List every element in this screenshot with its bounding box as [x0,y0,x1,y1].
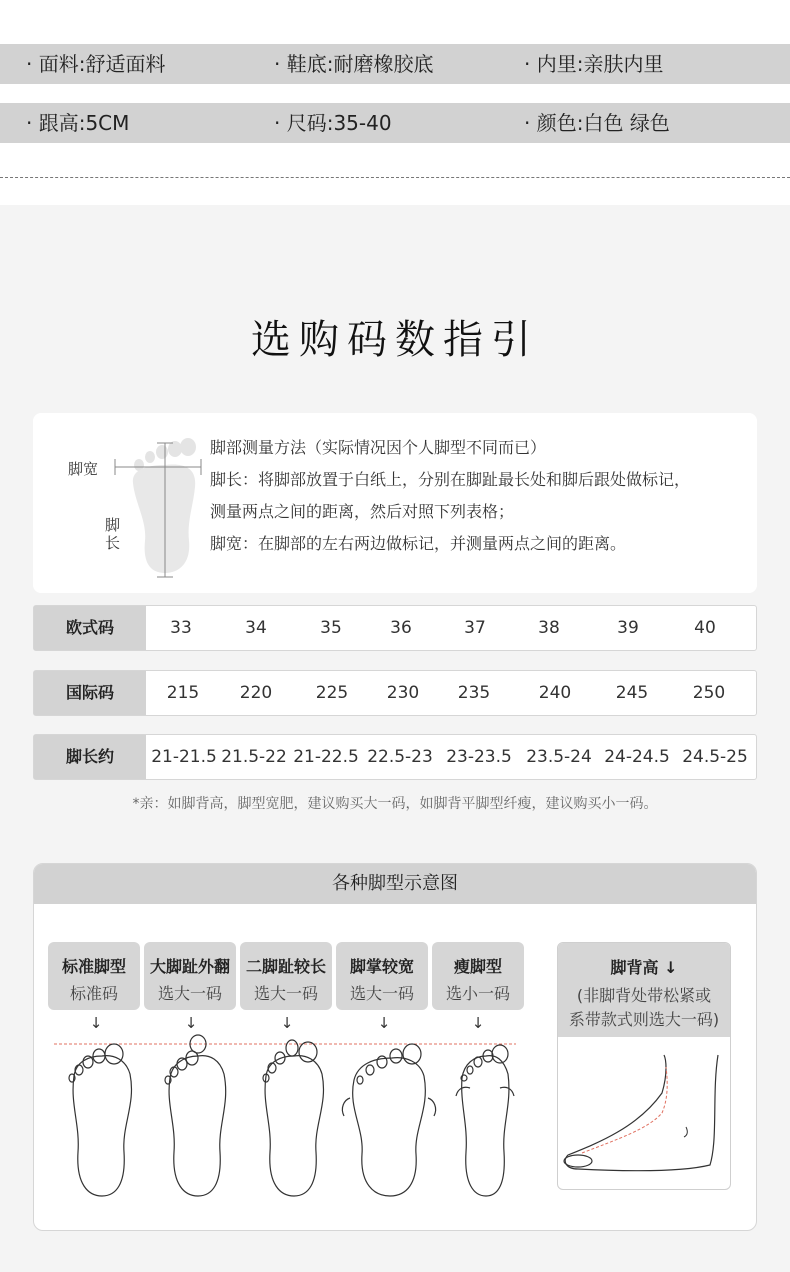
spec-size-range: · 尺码:35-40 [274,111,392,135]
foot-type-advice: 标准码 [69,984,118,1003]
down-arrow-icon: ↓ [184,1014,198,1032]
foot-length-label-bottom: 长 [105,534,121,552]
measure-method-heading: 脚部测量方法（实际情况因个人脚型不同而已） [210,438,547,457]
size-cell: 23.5-24 [526,747,592,767]
foot-type-advice: 选大一码 [157,984,222,1003]
size-cell: 220 [239,683,273,703]
row-header-eu: 欧式码 [34,606,146,650]
high-instep-header [558,943,730,1037]
size-cell: 235 [457,683,491,703]
spec-fabric: · 面料:舒适面料 [26,52,166,76]
measure-length-text-cont: 测量两点之间的距离，然后对照下列表格； [210,502,515,521]
spec-heel-height: · 跟高:5CM [26,111,130,135]
side-foot-icon [558,1043,730,1183]
size-row-eu [33,605,757,651]
size-cell: 22.5-23 [367,747,433,767]
spec-bar-row-1 [0,44,790,84]
foot-type-name: 大脚趾外翻 [149,957,230,976]
row-header-intl: 国际码 [34,671,146,715]
foot-type-standard [48,942,140,1010]
size-cell: 240 [538,683,572,703]
size-cell: 24.5-25 [682,747,748,767]
size-cell: 38 [538,618,560,638]
size-cell: 23-23.5 [446,747,512,767]
spec-lining: · 内里:亲肤内里 [524,52,664,76]
size-row-foot-length [33,734,757,780]
spec-colors: · 颜色:白色 绿色 [524,111,670,135]
measure-width-text: 脚宽：在脚部的左右两边做标记，并测量两点之间的距离。 [210,534,627,553]
row-header-foot-length: 脚长约 [34,735,146,779]
size-cell: 21.5-22 [221,747,287,767]
measure-length-text: 脚长：将脚部放置于白纸上，分别在脚趾最长处和脚后跟处做标记， [210,470,691,489]
size-cell: 215 [166,683,200,703]
spec-sole: · 鞋底:耐磨橡胶底 [274,52,434,76]
foot-type-advice: 选小一码 [445,984,510,1003]
foot-length-label-top: 脚 [105,516,121,534]
size-cell: 39 [617,618,639,638]
long-second-toe-foot-outline [263,1040,324,1196]
size-cell: 225 [315,683,349,703]
size-guide-title: 选购码数指引 [251,317,539,363]
size-cell: 21-21.5 [151,747,217,767]
foot-types-card [33,863,757,1231]
foot-type-name: 脚掌较宽 [349,957,414,976]
bunion-foot-outline [165,1035,226,1196]
slim-foot-outline [456,1045,514,1196]
size-cell: 24-24.5 [604,747,670,767]
foot-type-advice: 选大一码 [253,984,318,1003]
foot-type-bunion [144,942,236,1010]
size-cell: 245 [615,683,649,703]
product-spec-section [0,0,790,205]
size-cell: 250 [692,683,726,703]
foot-type-advice: 选大一码 [349,984,414,1003]
foot-type-long-second-toe [240,942,332,1010]
size-cell: 40 [694,618,716,638]
foot-shapes-illustration [44,1024,544,1204]
size-cell: 34 [245,618,267,638]
size-cell: 35 [320,618,342,638]
size-advice-note: *亲：如脚背高，脚型宽肥，建议购买大一码，如脚背平脚型纤瘦，建议购买小一码。 [132,796,658,812]
measurement-card [33,413,757,593]
foot-type-name: 瘦脚型 [453,957,502,976]
down-arrow-icon: ↓ [89,1014,103,1032]
size-cell: 36 [390,618,412,638]
down-arrow-icon: ↓ [377,1014,391,1032]
foot-width-label: 脚宽 [68,460,99,478]
size-cell: 230 [386,683,420,703]
foot-type-wide [336,942,428,1010]
foot-type-slim [432,942,524,1010]
size-cell: 21-22.5 [293,747,359,767]
foot-type-name: 二脚趾较长 [245,957,326,976]
down-arrow-icon: ↓ [471,1014,485,1032]
foot-types-title: 各种脚型示意图 [34,864,756,904]
dashed-divider [0,177,790,178]
size-cell: 37 [464,618,486,638]
high-instep-box [557,942,731,1190]
size-cell: 33 [170,618,192,638]
high-instep-title: 脚背高 ↓ [610,958,678,977]
wide-foot-outline [342,1044,435,1196]
standard-foot-outline [69,1044,132,1196]
foot-type-name: 标准脚型 [61,957,126,976]
size-row-intl [33,670,757,716]
down-arrow-icon: ↓ [280,1014,294,1032]
spec-bar-row-2 [0,103,790,143]
high-instep-desc: (非脚背处带松紧或 系带款式则选大一码) [568,986,720,1029]
